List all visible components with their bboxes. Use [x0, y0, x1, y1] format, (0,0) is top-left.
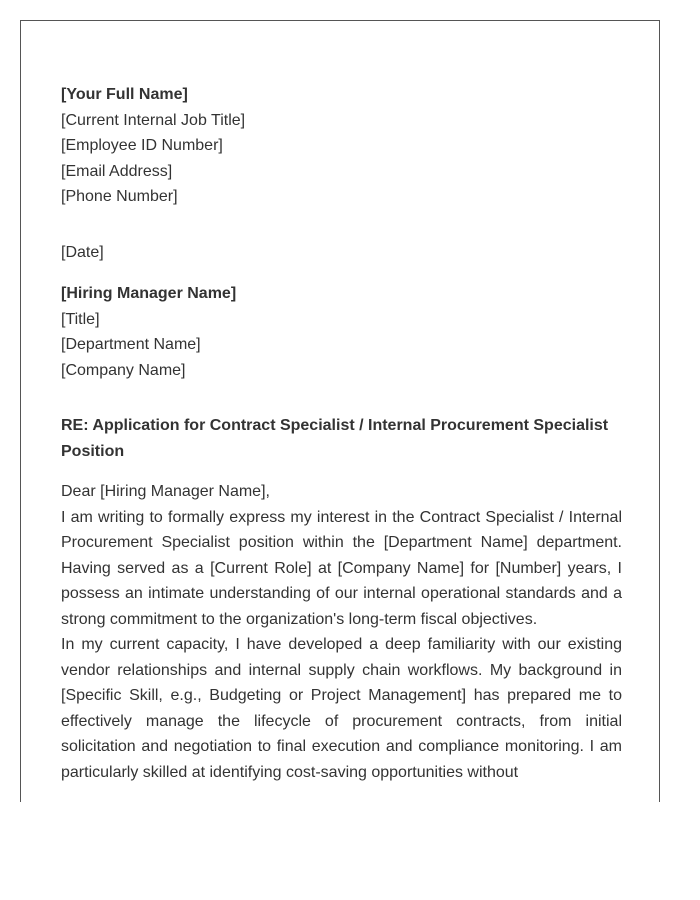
subject-block [61, 413, 622, 464]
salutation-block [61, 479, 622, 505]
sender-phone: [Phone Number] [61, 188, 178, 205]
recipient-title: [Title] [61, 310, 100, 328]
body-paragraph-2: In my current capacity, I have developed a deep familiarity with our existing vendor relationships and internal supply chain workflows. My background in [Specific Skill, e.g., Budgeting or Project Management] has prepared me to effectively manage the lifecycle of procurement contracts, from initial solicitation and negotiation to final execution and compliance monitoring. I am particularly skilled at identifying cost-saving opportunities without [61, 636, 622, 781]
letter-page [20, 20, 660, 802]
body-paragraph-1: I am writing to formally express my interest in the Contract Specialist / Internal Procurement Specialist position within the [Department Name] department. Having served as a [Current Role] at [Company Name] for [Number] years, I possess an intimate understanding of our internal operational standards and a strong commitment to the organization's long-term fiscal objectives. [61, 508, 622, 628]
recipient-name: [Hiring Manager Name] [61, 285, 237, 302]
letter-date: [Date] [61, 243, 104, 261]
sender-email: [Email Address] [61, 162, 173, 180]
sender-job-title: [Current Internal Job Title] [61, 111, 246, 129]
recipient-company: [Company Name] [61, 361, 186, 379]
sender-block [61, 82, 622, 210]
salutation: Dear [Hiring Manager Name], [61, 483, 270, 500]
subject-line: RE: Application for Contract Specialist / Internal Procurement Specialist Position [61, 417, 609, 460]
recipient-block [61, 281, 622, 383]
date-block [61, 240, 622, 266]
sender-name: [Your Full Name] [61, 86, 188, 103]
sender-employee-id: [Employee ID Number] [61, 137, 223, 154]
letter-content [61, 82, 622, 785]
recipient-department: [Department Name] [61, 336, 201, 353]
